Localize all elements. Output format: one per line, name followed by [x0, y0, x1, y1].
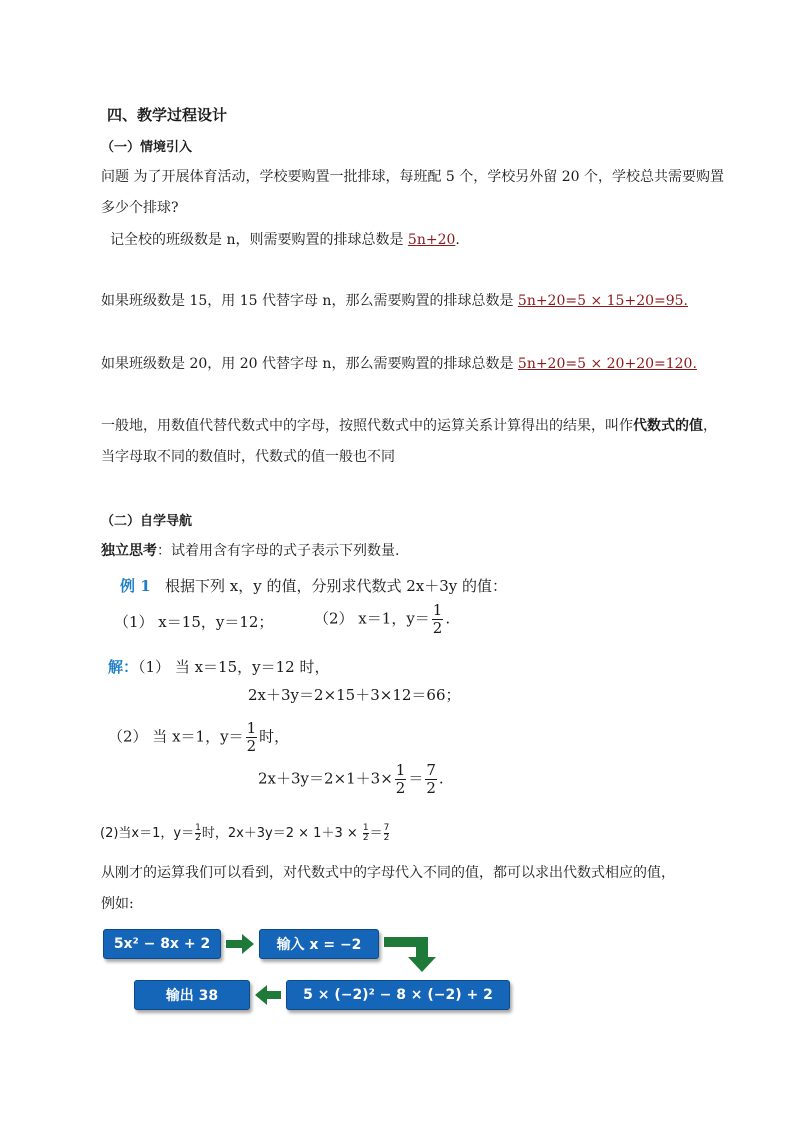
arrow-left-icon — [255, 985, 281, 1005]
class-count-line — [110, 229, 460, 249]
problem-line1: 问题 为了开展体育活动，学校要购置一批排球，每班配 5 个，学校另外留 20 个，学校总共需要购置 — [101, 169, 724, 185]
twenty-classes-text: 如果班级数是 20，用 20 代替字母 n，那么需要购置的排球总数是 — [101, 356, 518, 372]
independent-thinking — [101, 540, 399, 560]
fraction-seven-halves: $\frac{7}{2}$ — [426, 761, 436, 797]
solution-2-equals: ＝ — [408, 769, 424, 788]
example-label: 例 1 — [120, 577, 151, 595]
definition-comma: ， — [703, 418, 717, 434]
solution-1-text: （1） 当 x＝15，y＝12 时， — [138, 658, 330, 676]
solution-2-equation — [258, 763, 444, 796]
arrow-right-icon — [226, 934, 254, 954]
fraction-one-half: $\frac{1}{2}$ — [395, 761, 406, 797]
small-fraction-seven-halves: $\frac{7}{2}$ — [383, 823, 390, 843]
definition-line1 — [101, 415, 717, 435]
summary-line1: 从刚才的运算我们可以看到，对代数式中的字母代入不同的值，都可以求出代数式相应的值， — [101, 865, 675, 881]
section-title: 四、教学过程设计 — [107, 106, 228, 124]
class-count-text: 记全校的班级数是 n，则需要购置的排球总数是 — [110, 232, 408, 248]
solution-2-when: 时， — [259, 727, 290, 746]
solution-2 — [108, 721, 289, 754]
fifteen-classes-text: 如果班级数是 15，用 15 代替字母 n，那么需要购置的排球总数是 — [101, 293, 518, 309]
independent-thinking-text: ：试着用含有字母的式子表示下列数量. — [157, 543, 400, 559]
fifteen-classes-line — [101, 290, 688, 310]
definition-term: 代数式的值 — [633, 418, 703, 434]
class-count-end: . — [455, 232, 460, 248]
twenty-classes-answer: 5n+20=5 × 20+20=120. — [517, 356, 697, 372]
solution-2-end: . — [438, 769, 444, 788]
summary-line2: 例如: — [101, 896, 134, 912]
flow-box-expression: 5x² − 8x + 2 — [103, 929, 221, 959]
problem-line2: 多少个排球? — [101, 200, 179, 216]
small-fraction-one-half: $\frac{1}{2}$ — [195, 823, 201, 843]
condition-2: （2） x＝1，y＝ $\frac{1}{2}$ . — [314, 601, 451, 637]
flow-box-input: 输入 x = −2 — [259, 929, 379, 959]
fraction-one-half: $\frac{1}{2}$ — [246, 719, 257, 755]
solution-1 — [108, 656, 329, 677]
solution-label: 解： — [108, 658, 139, 676]
solution-1-equation: 2x＋3y＝2×15＋3×12＝66； — [248, 686, 461, 704]
definition-text: 一般地，用数值代替代数式中的字母，按照代数式中的运算关系计算得出的结果，叫作 — [101, 418, 633, 434]
flow-box-substitution: 5 × (−2)² − 8 × (−2) + 2 — [286, 980, 510, 1010]
part1-heading: （一）情境引入 — [101, 140, 193, 155]
twenty-classes-line — [101, 353, 697, 373]
solution-2-text: （2） 当 x＝1，y＝ — [108, 727, 244, 746]
restated-text-mid: 时，2x＋3y＝2 × 1＋3 × — [201, 826, 358, 841]
flow-box-output: 输出 38 — [134, 980, 250, 1010]
small-fraction-one-half: $\frac{1}{2}$ — [362, 823, 369, 843]
independent-thinking-label: 独立思考 — [101, 543, 157, 559]
example-text: 根据下列 x，y 的值，分别求代数式 2x＋3y 的值： — [164, 577, 508, 595]
restated-solution — [100, 822, 390, 843]
restated-text: (2)当x＝1，y＝ — [100, 826, 195, 841]
arrow-down-bend-icon — [384, 935, 444, 973]
class-count-answer: 5n+20 — [407, 232, 456, 248]
condition-2-text: （2） x＝1，y＝ — [314, 609, 430, 628]
example-1 — [120, 575, 507, 596]
fraction-one-half: $\frac{1}{2}$ — [432, 601, 443, 637]
part2-heading: （二）自学导航 — [101, 514, 193, 529]
restated-equals: ＝ — [369, 826, 383, 841]
solution-2-equation-text: 2x＋3y＝2×1＋3× — [258, 769, 393, 788]
definition-line2: 当字母取不同的数值时，代数式的值一般也不同 — [101, 449, 395, 465]
fifteen-classes-answer: 5n+20=5 × 15+20=95. — [517, 293, 688, 309]
condition-1: （1） x＝15，y＝12； — [114, 613, 274, 631]
